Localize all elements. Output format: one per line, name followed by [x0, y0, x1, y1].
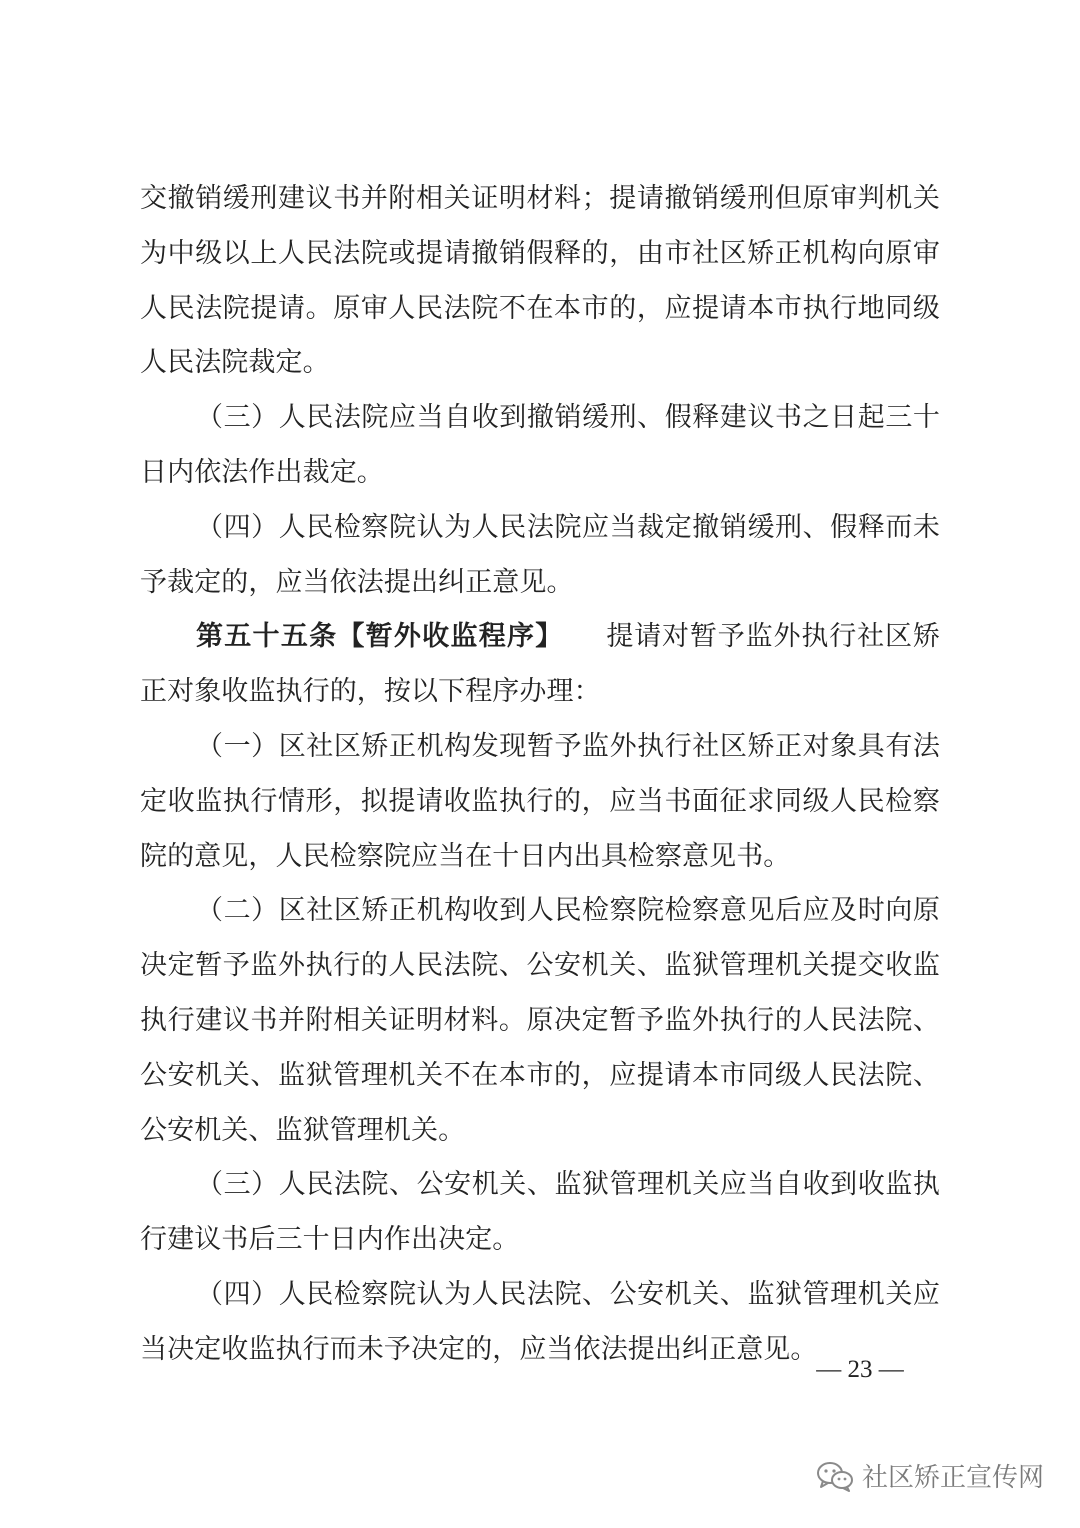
- wechat-icon: [816, 1460, 854, 1492]
- paragraph-item-3: （三）人民法院应当自收到撤销缓刑、假释建议书之日起三十日内依法作出裁定。: [140, 402, 940, 488]
- article-item-1: （一）区社区矫正机构发现暂予监外执行社区矫正对象具有法定收监执行情形，拟提请收监执行的，应当书面征求同级人民检察院的意见，人民检察院应当在十日内出具检察意见书。: [140, 730, 940, 872]
- article-item-2: （二）区社区矫正机构收到人民检察院检察意见后应及时向原决定暂予监外执行的人民法院、公安机关、监狱管理机关提交收监执行建议书并附相关证明材料。原决定暂予监外执行的人民法院、公安机关、监狱管理机关不在本市的，应提请本市同级人民法院、公安机关、监狱管理机关。: [140, 895, 940, 1146]
- article-title: 第五十五条【暂外收监程序】: [196, 621, 564, 653]
- page-number: — 23 —: [816, 1356, 904, 1383]
- paragraph-continued: 交撤销缓刑建议书并附相关证明材料；提请撤销缓刑但原审判机关为中级以上人民法院或提请撤销假释的，由市社区矫正机构向原审人民法院提请。原审人民法院不在本市的，应提请本市执行地同级人民法院裁定。: [140, 183, 940, 379]
- article-text: 提请对暂予监外执行社区矫正对象收监执行的，按以下程序办理：: [140, 621, 941, 708]
- paragraph-item-4: （四）人民检察院认为人民法院应当裁定撤销缓刑、假释而未予裁定的，应当依法提出纠正意见。: [140, 511, 940, 598]
- watermark-text: 社区矫正宣传网: [861, 1463, 1044, 1493]
- document-body: [140, 172, 940, 1378]
- watermark: [816, 1457, 1044, 1494]
- article-55: [140, 610, 940, 720]
- article-item-3: （三）人民法院、公安机关、监狱管理机关应当自收到收监执行建议书后三十日内作出决定。: [140, 1169, 940, 1256]
- article-item-4: （四）人民检察院认为人民法院、公安机关、监狱管理机关应当决定收监执行而未予决定的，应当依法提出纠正意见。: [140, 1278, 940, 1365]
